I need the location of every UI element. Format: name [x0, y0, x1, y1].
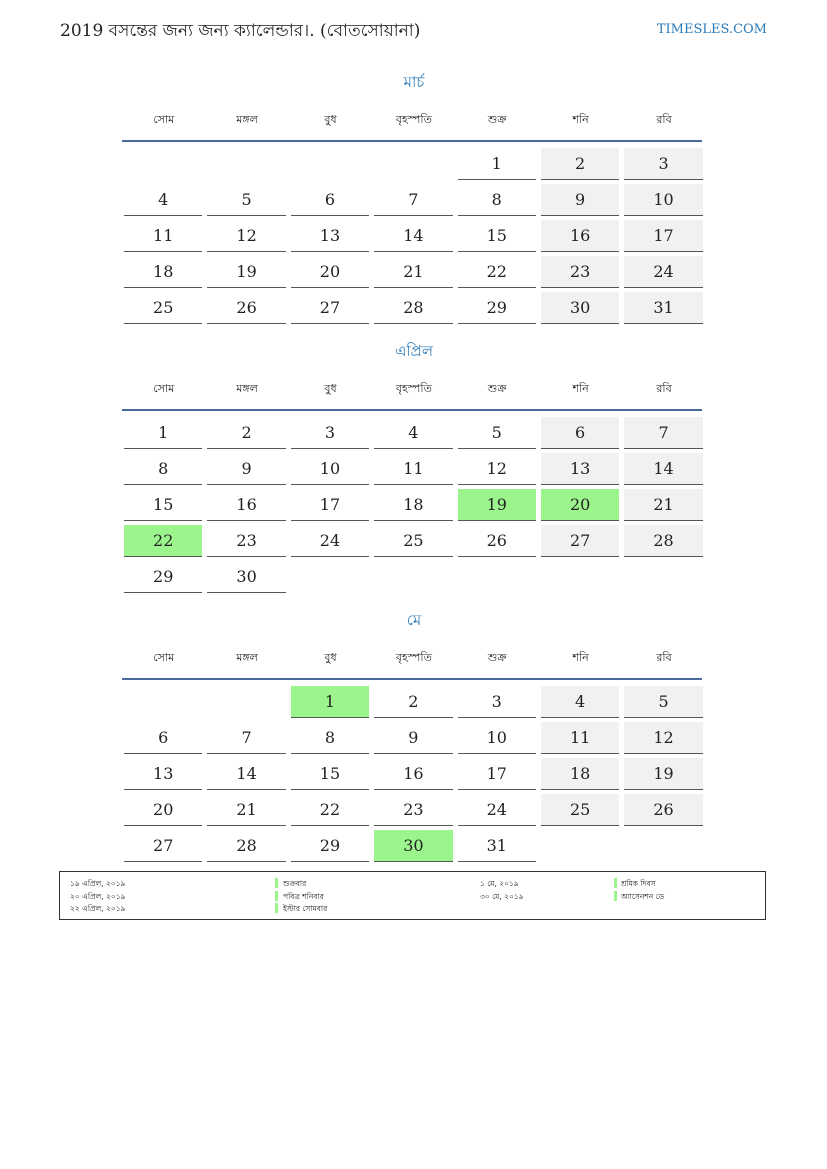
legend-marker — [275, 878, 278, 888]
day-number: 3 — [291, 417, 369, 449]
day-number: 12 — [624, 722, 702, 754]
day-cell — [122, 756, 205, 792]
day-cell — [205, 254, 288, 290]
month-title: মার্চ — [403, 73, 425, 91]
day-number: 20 — [541, 489, 619, 521]
day-cell — [456, 218, 539, 254]
day-number: 6 — [541, 417, 619, 449]
legend-marker — [614, 891, 617, 901]
day-cell — [622, 684, 705, 720]
day-number: 28 — [624, 525, 702, 557]
day-number: 8 — [124, 453, 202, 485]
empty-cell — [205, 146, 288, 182]
day-number: 5 — [624, 686, 702, 718]
day-cell — [122, 451, 205, 487]
day-cell — [456, 415, 539, 451]
month-calendar — [122, 339, 706, 595]
day-number: 16 — [541, 220, 619, 252]
day-cell — [122, 792, 205, 828]
page-title: 2019 বসন্তের জন্য জন্য ক্যালেন্ডার।. (বোতসোয়ানা) — [60, 21, 421, 41]
day-grid — [122, 146, 706, 326]
day-cell — [289, 254, 372, 290]
day-cell — [622, 218, 705, 254]
day-number: 10 — [291, 453, 369, 485]
day-cell — [205, 487, 288, 523]
day-cell — [622, 146, 705, 182]
holiday-day-cell — [539, 487, 622, 523]
day-number: 13 — [541, 453, 619, 485]
day-number: 12 — [207, 220, 285, 252]
day-number: 4 — [374, 417, 452, 449]
day-number: 21 — [624, 489, 702, 521]
day-cell — [456, 828, 539, 864]
day-number: 13 — [124, 758, 202, 790]
day-cell — [122, 254, 205, 290]
day-cell — [372, 792, 455, 828]
day-number: 7 — [374, 184, 452, 216]
empty-cell — [205, 684, 288, 720]
day-cell — [372, 487, 455, 523]
day-number: 6 — [124, 722, 202, 754]
day-cell — [622, 451, 705, 487]
day-number: 14 — [374, 220, 452, 252]
empty-cell — [122, 146, 205, 182]
weekday-label: শুক্র — [487, 651, 507, 664]
day-number: 14 — [207, 758, 285, 790]
day-number: 19 — [624, 758, 702, 790]
day-cell — [372, 415, 455, 451]
day-number: 6 — [291, 184, 369, 216]
day-number: 24 — [458, 794, 536, 826]
legend-marker — [614, 878, 617, 888]
weekday-label: মঙ্গল — [236, 382, 258, 395]
day-number: 17 — [624, 220, 702, 252]
day-cell — [456, 684, 539, 720]
day-cell — [622, 792, 705, 828]
day-number: 15 — [291, 758, 369, 790]
day-cell — [456, 720, 539, 756]
day-cell — [539, 218, 622, 254]
day-number: 30 — [541, 292, 619, 324]
legend-date: ২২ এপ্রিল, ২০১৯ — [70, 904, 126, 913]
day-number: 19 — [207, 256, 285, 288]
day-number: 22 — [124, 525, 202, 557]
empty-cell — [289, 146, 372, 182]
day-cell — [122, 218, 205, 254]
legend-date: ৩০ মে, ২০১৯ — [480, 892, 524, 901]
day-number: 8 — [458, 184, 536, 216]
day-number: 24 — [624, 256, 702, 288]
day-cell — [289, 415, 372, 451]
day-number: 25 — [374, 525, 452, 557]
weekday-label: সোম — [153, 382, 175, 395]
weekday-header — [122, 108, 706, 132]
holiday-day-cell — [122, 523, 205, 559]
brand-link[interactable]: TIMESLES.COM — [656, 22, 767, 37]
day-number: 9 — [541, 184, 619, 216]
day-cell — [456, 756, 539, 792]
weekday-label: মঙ্গল — [236, 651, 258, 664]
day-cell — [622, 720, 705, 756]
legend-date: ১৯ এপ্রিল, ২০১৯ — [70, 879, 126, 888]
day-number: 9 — [207, 453, 285, 485]
day-number: 2 — [374, 686, 452, 718]
day-cell — [456, 451, 539, 487]
day-cell — [372, 523, 455, 559]
day-number: 30 — [374, 830, 452, 862]
weekday-label: বুধ — [324, 113, 337, 126]
day-cell — [539, 451, 622, 487]
day-grid — [122, 684, 706, 864]
day-number: 17 — [291, 489, 369, 521]
day-number: 31 — [458, 830, 536, 862]
day-cell — [289, 218, 372, 254]
day-cell — [122, 487, 205, 523]
day-number: 15 — [458, 220, 536, 252]
day-number: 29 — [124, 561, 202, 593]
legend-holiday: অ্যাসেনশন ডে — [621, 892, 665, 901]
day-cell — [622, 756, 705, 792]
day-number: 11 — [124, 220, 202, 252]
day-number: 3 — [458, 686, 536, 718]
day-number: 1 — [458, 148, 536, 180]
day-number: 25 — [541, 794, 619, 826]
day-number: 29 — [458, 292, 536, 324]
day-cell — [289, 523, 372, 559]
day-cell — [205, 828, 288, 864]
legend-marker — [275, 891, 278, 901]
day-cell — [205, 182, 288, 218]
weekday-header — [122, 377, 706, 401]
day-number: 23 — [541, 256, 619, 288]
day-cell — [539, 523, 622, 559]
empty-cell — [372, 146, 455, 182]
day-cell — [205, 523, 288, 559]
day-cell — [205, 290, 288, 326]
weekday-label: রবি — [656, 651, 672, 664]
day-number: 14 — [624, 453, 702, 485]
day-cell — [456, 792, 539, 828]
day-cell — [289, 720, 372, 756]
day-number: 5 — [458, 417, 536, 449]
day-number: 21 — [207, 794, 285, 826]
day-cell — [122, 559, 205, 595]
weekday-label: শনি — [572, 382, 589, 395]
day-number: 11 — [541, 722, 619, 754]
day-number: 28 — [207, 830, 285, 862]
holiday-legend — [59, 871, 766, 920]
day-number: 1 — [124, 417, 202, 449]
day-number: 23 — [374, 794, 452, 826]
day-number: 30 — [207, 561, 285, 593]
day-number: 21 — [374, 256, 452, 288]
day-number: 18 — [541, 758, 619, 790]
day-number: 20 — [291, 256, 369, 288]
day-number: 9 — [374, 722, 452, 754]
day-cell — [289, 182, 372, 218]
day-cell — [539, 415, 622, 451]
weekday-label: সোম — [153, 651, 175, 664]
day-cell — [205, 218, 288, 254]
month-title: মে — [406, 611, 422, 629]
day-cell — [539, 182, 622, 218]
day-cell — [372, 684, 455, 720]
day-cell — [122, 720, 205, 756]
day-cell — [622, 487, 705, 523]
day-cell — [622, 182, 705, 218]
day-cell — [539, 254, 622, 290]
day-cell — [205, 792, 288, 828]
day-number: 27 — [291, 292, 369, 324]
day-cell — [622, 415, 705, 451]
day-grid — [122, 415, 706, 595]
day-cell — [456, 290, 539, 326]
day-number: 19 — [458, 489, 536, 521]
legend-holiday: পবিত্র শনিবার — [283, 892, 324, 901]
day-number: 18 — [124, 256, 202, 288]
holiday-day-cell — [372, 828, 455, 864]
day-cell — [622, 523, 705, 559]
day-cell — [372, 254, 455, 290]
day-number: 7 — [624, 417, 702, 449]
day-number: 17 — [458, 758, 536, 790]
weekday-label: বুধ — [324, 382, 337, 395]
day-cell — [539, 146, 622, 182]
day-number: 4 — [541, 686, 619, 718]
day-cell — [289, 792, 372, 828]
day-number: 26 — [624, 794, 702, 826]
weekday-label: মঙ্গল — [236, 113, 258, 126]
day-cell — [122, 828, 205, 864]
day-number: 28 — [374, 292, 452, 324]
header-rule — [122, 140, 702, 142]
day-cell — [205, 415, 288, 451]
day-number: 4 — [124, 184, 202, 216]
legend-holiday: শ্রমিক দিবস — [621, 879, 656, 888]
day-number: 22 — [458, 256, 536, 288]
weekday-label: বুধ — [324, 651, 337, 664]
holiday-day-cell — [456, 487, 539, 523]
day-cell — [205, 451, 288, 487]
day-cell — [372, 290, 455, 326]
weekday-label: সোম — [153, 113, 175, 126]
day-cell — [372, 182, 455, 218]
day-cell — [539, 720, 622, 756]
day-cell — [205, 756, 288, 792]
day-cell — [122, 290, 205, 326]
weekday-label: শনি — [572, 113, 589, 126]
legend-date: ১ মে, ২০১৯ — [480, 879, 519, 888]
weekday-label: শুক্র — [487, 113, 507, 126]
day-cell — [372, 218, 455, 254]
legend-holiday: ইস্টার সোমবার — [283, 904, 328, 913]
day-number: 16 — [374, 758, 452, 790]
weekday-label: শুক্র — [487, 382, 507, 395]
day-number: 29 — [291, 830, 369, 862]
legend-date: ২০ এপ্রিল, ২০১৯ — [70, 892, 126, 901]
day-cell — [289, 451, 372, 487]
weekday-label: শনি — [572, 651, 589, 664]
day-number: 26 — [458, 525, 536, 557]
day-number: 3 — [624, 148, 702, 180]
day-number: 22 — [291, 794, 369, 826]
header-rule — [122, 409, 702, 411]
weekday-label: বৃহস্পতি — [395, 651, 432, 664]
day-cell — [372, 756, 455, 792]
day-cell — [456, 523, 539, 559]
day-number: 11 — [374, 453, 452, 485]
day-number: 10 — [624, 184, 702, 216]
day-number: 8 — [291, 722, 369, 754]
weekday-label: রবি — [656, 382, 672, 395]
day-cell — [622, 254, 705, 290]
day-number: 20 — [124, 794, 202, 826]
holiday-day-cell — [289, 684, 372, 720]
day-number: 13 — [291, 220, 369, 252]
day-cell — [122, 182, 205, 218]
weekday-label: রবি — [656, 113, 672, 126]
day-number: 27 — [541, 525, 619, 557]
day-number: 1 — [291, 686, 369, 718]
day-cell — [539, 756, 622, 792]
day-number: 7 — [207, 722, 285, 754]
day-number: 2 — [541, 148, 619, 180]
day-cell — [205, 720, 288, 756]
month-calendar — [122, 70, 706, 326]
day-cell — [539, 290, 622, 326]
day-number: 27 — [124, 830, 202, 862]
day-cell — [456, 254, 539, 290]
day-cell — [289, 487, 372, 523]
day-number: 2 — [207, 417, 285, 449]
legend-holiday: শুক্রবার — [283, 879, 307, 888]
weekday-header — [122, 646, 706, 670]
header-rule — [122, 678, 702, 680]
day-cell — [205, 559, 288, 595]
day-number: 10 — [458, 722, 536, 754]
day-number: 31 — [624, 292, 702, 324]
day-number: 18 — [374, 489, 452, 521]
day-number: 23 — [207, 525, 285, 557]
day-cell — [289, 290, 372, 326]
day-number: 24 — [291, 525, 369, 557]
day-number: 5 — [207, 184, 285, 216]
day-number: 25 — [124, 292, 202, 324]
day-cell — [622, 290, 705, 326]
day-cell — [372, 451, 455, 487]
weekday-label: বৃহস্পতি — [395, 113, 432, 126]
day-number: 12 — [458, 453, 536, 485]
weekday-label: বৃহস্পতি — [395, 382, 432, 395]
day-number: 16 — [207, 489, 285, 521]
day-cell — [539, 684, 622, 720]
day-cell — [289, 828, 372, 864]
day-cell — [372, 720, 455, 756]
legend-marker — [275, 903, 278, 913]
day-cell — [122, 415, 205, 451]
day-cell — [456, 182, 539, 218]
month-calendar — [122, 608, 706, 864]
day-number: 26 — [207, 292, 285, 324]
day-number: 15 — [124, 489, 202, 521]
day-cell — [539, 792, 622, 828]
day-cell — [456, 146, 539, 182]
day-cell — [289, 756, 372, 792]
empty-cell — [122, 684, 205, 720]
month-title: এপ্রিল — [394, 342, 434, 360]
